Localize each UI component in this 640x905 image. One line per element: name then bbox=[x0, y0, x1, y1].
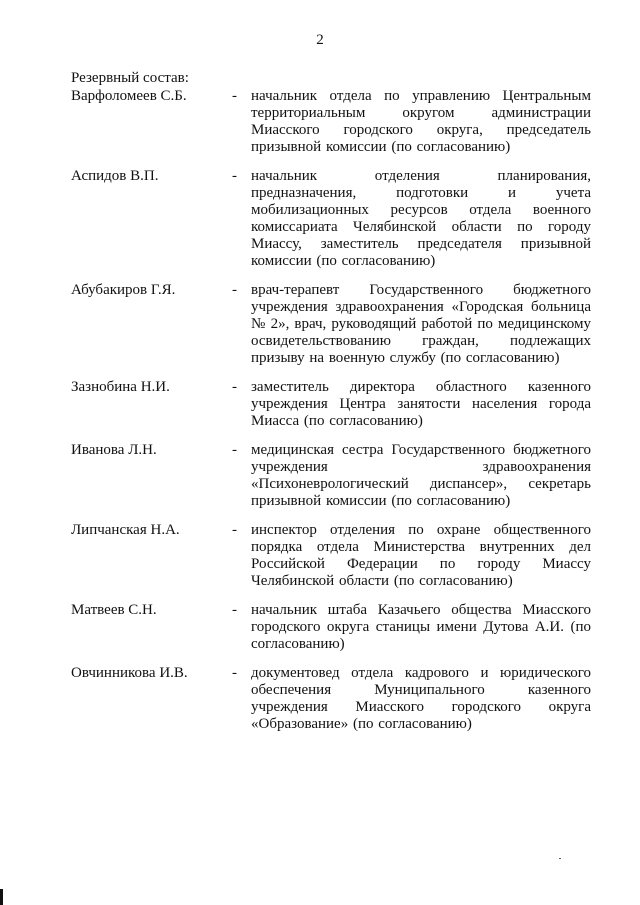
member-dash: - bbox=[232, 602, 237, 618]
member-name: Зазнобина Н.И. bbox=[71, 379, 170, 395]
list-item bbox=[71, 602, 591, 653]
list-item bbox=[71, 379, 591, 430]
member-dash: - bbox=[232, 522, 237, 538]
scan-speck bbox=[559, 858, 561, 859]
member-name: Иванова Л.Н. bbox=[71, 442, 157, 458]
page-number: 2 bbox=[316, 32, 324, 48]
member-name: Варфоломеев С.Б. bbox=[71, 88, 187, 104]
member-role: документовед отдела кадрового и юридического обеспечения Муниципального казенного учреждения Миасского городского округа «Образование» (по согласованию) bbox=[251, 665, 591, 732]
member-role: начальник штаба Казачьего общества Миасского городского округа станицы имени Дутова А.И. (по согласованию) bbox=[251, 602, 591, 652]
member-role: начальник отделения планирования, предназначения, подготовки и учета мобилизационных ресурсов отдела военного комиссариата Челябинской области по городу Миассу, заместитель председателя призывной комиссии (по согласованию) bbox=[251, 168, 591, 269]
member-role: начальник отдела по управлению Центральным территориальным округом администрации Миасского городского округа, председатель призывной комиссии (по согласованию) bbox=[251, 88, 591, 155]
member-role: заместитель директора областного казенного учреждения Центра занятости населения города Миасса (по согласованию) bbox=[251, 379, 591, 429]
member-dash: - bbox=[232, 168, 237, 184]
member-name: Абубакиров Г.Я. bbox=[71, 282, 176, 298]
list-item bbox=[71, 88, 591, 156]
list-item bbox=[71, 665, 591, 733]
member-role: врач-терапевт Государственного бюджетного учреждения здравоохранения «Городская больница № 2», врач, руководящий работой по медицинскому освидетельствованию граждан, подлежащих призыву на военную службу (по согласованию) bbox=[251, 282, 591, 366]
member-dash: - bbox=[232, 665, 237, 681]
member-dash: - bbox=[232, 379, 237, 395]
member-name: Аспидов В.П. bbox=[71, 168, 159, 184]
member-role: инспектор отделения по охране общественного порядка отдела Министерства внутренних дел Российской Федерации по городу Миассу Челябинской области (по согласованию) bbox=[251, 522, 591, 589]
member-role: медицинская сестра Государственного бюджетного учреждения здравоохранения «Психоневрологический диспансер», секретарь призывной комиссии (по согласованию) bbox=[251, 442, 591, 509]
section-heading: Резервный состав: bbox=[71, 70, 189, 86]
member-dash: - bbox=[232, 88, 237, 104]
list-item bbox=[71, 168, 591, 270]
member-name: Овчинникова И.В. bbox=[71, 665, 188, 681]
member-dash: - bbox=[232, 282, 237, 298]
member-dash: - bbox=[232, 442, 237, 458]
list-item bbox=[71, 522, 591, 590]
list-item bbox=[71, 282, 591, 367]
member-list bbox=[71, 88, 591, 745]
member-name: Липчанская Н.А. bbox=[71, 522, 180, 538]
list-item bbox=[71, 442, 591, 510]
member-name: Матвеев С.Н. bbox=[71, 602, 157, 618]
scan-edge-mark bbox=[0, 889, 3, 905]
